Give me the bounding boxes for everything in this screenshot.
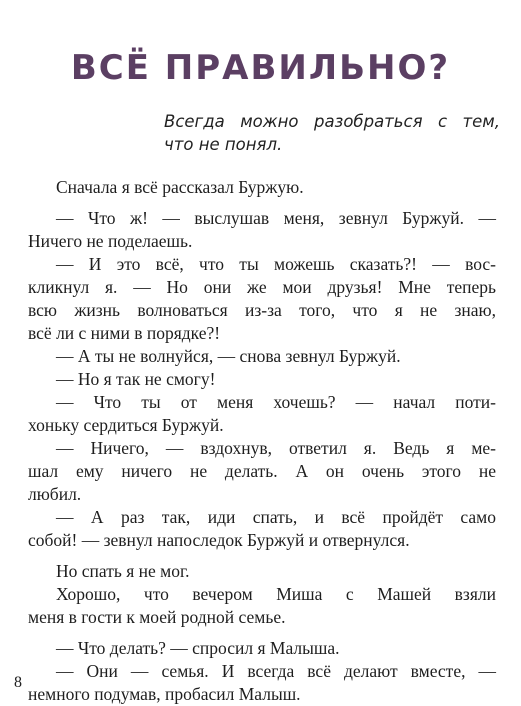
epigraph-line: Всегда можно разобраться с тем, bbox=[164, 112, 500, 131]
text-line: всё ли с ними в порядке?! bbox=[28, 323, 221, 343]
text-line: хоньку сердиться Буржуй. bbox=[28, 415, 224, 435]
paragraph bbox=[28, 391, 496, 437]
epigraph bbox=[164, 110, 500, 156]
text-line: любил. bbox=[28, 484, 82, 504]
text-line: шал ему ничего не делать. А он очень этого не bbox=[28, 461, 496, 481]
paragraph bbox=[28, 506, 496, 552]
text-line: — Что делать? — спросил я Малыша. bbox=[56, 638, 340, 658]
text-line: — Они — семья. И всегда всё делают вместе, — bbox=[56, 661, 496, 681]
text-line: Но спать я не мог. bbox=[56, 561, 190, 581]
text-line: собой! — зевнул напоследок Буржуй и отвернулся. bbox=[28, 530, 410, 550]
text-line: — А раз так, иди спать, и всё пройдёт само bbox=[56, 507, 496, 527]
chapter-title: ВСЁ ПРАВИЛЬНО? bbox=[70, 48, 451, 88]
story-text bbox=[28, 176, 496, 706]
text-line: меня в гости к моей родной семье. bbox=[28, 607, 286, 627]
paragraph bbox=[28, 560, 496, 583]
text-line: всю жизнь волноваться из-за того, что я не знаю, bbox=[28, 300, 496, 320]
page-number: 8 bbox=[14, 674, 22, 691]
text-line: Сначала я всё рассказал Буржую. bbox=[56, 177, 304, 197]
epigraph-line: что не понял. bbox=[164, 135, 283, 154]
text-line: Хорошо, что вечером Миша с Машей взяли bbox=[56, 584, 496, 604]
text-line: — Ничего, — вздохнув, ответил я. Ведь я ме- bbox=[56, 438, 496, 458]
text-line: кликнул я. — Но они же мои друзья! Мне теперь bbox=[28, 277, 496, 297]
paragraph bbox=[28, 207, 496, 253]
paragraph bbox=[28, 368, 496, 391]
text-line: — Что ж! — выслушав меня, зевнул Буржуй. — bbox=[56, 208, 496, 228]
text-line: Ничего не поделаешь. bbox=[28, 231, 193, 251]
paragraph bbox=[28, 345, 496, 368]
paragraph bbox=[28, 176, 496, 199]
paragraph bbox=[28, 437, 496, 506]
text-line: — И это всё, что ты можешь сказать?! — вос- bbox=[56, 254, 496, 274]
text-line: — Что ты от меня хочешь? — начал поти- bbox=[56, 392, 496, 412]
paragraph bbox=[28, 253, 496, 345]
paragraph bbox=[28, 637, 496, 660]
paragraph bbox=[28, 660, 496, 706]
text-line: — Но я так не смогу! bbox=[56, 369, 216, 389]
text-line: — А ты не волнуйся, — снова зевнул Буржуй. bbox=[56, 346, 401, 366]
text-line: немного подумав, пробасил Малыш. bbox=[28, 684, 301, 704]
paragraph bbox=[28, 583, 496, 629]
